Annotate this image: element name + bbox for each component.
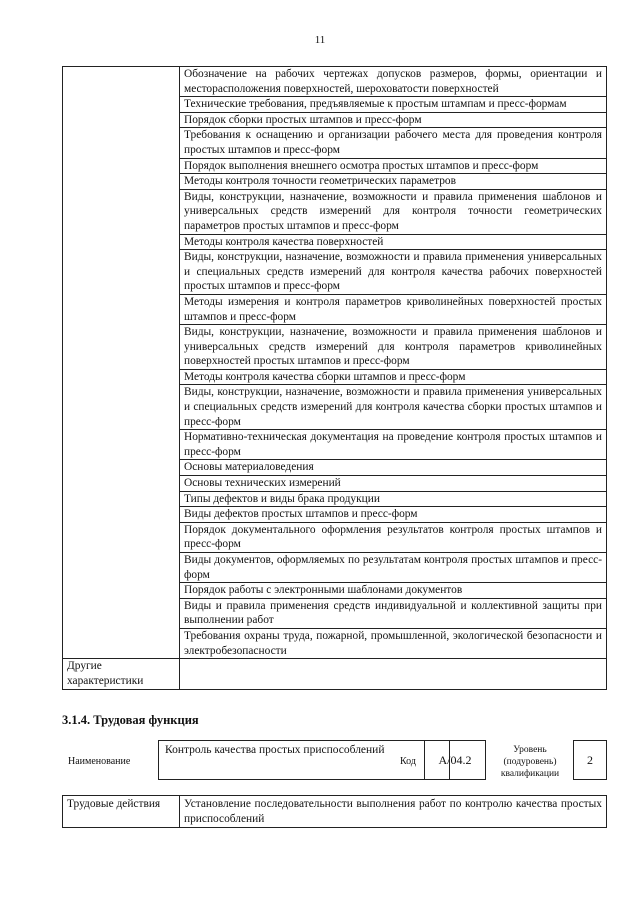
knowledge-item: Обозначение на рабочих чертежах допусков размеров, формы, ориентации и месторасположения поверхностей, шероховатости поверхностей: [180, 67, 607, 97]
knowledge-item: Требования к оснащению и организации рабочего места для проведения контроля простых штампов и пресс-форм: [180, 128, 607, 158]
knowledge-item: Методы измерения и контроля параметров криволинейных поверхностей простых штампов и пресс-форм: [180, 294, 607, 324]
knowledge-item: Виды, конструкции, назначение, возможности и правила применения шаблонов и универсальных средств измерений для контроля параметров криволинейных поверхностей простых штампов и пресс-форм: [180, 325, 607, 370]
knowledge-table: [62, 66, 607, 690]
knowledge-item: Методы контроля точности геометрических параметров: [180, 174, 607, 190]
other-characteristics-value: [180, 659, 607, 690]
level-value-box: 2: [573, 740, 607, 780]
actions-table: [62, 795, 607, 828]
table-row: [63, 659, 607, 690]
knowledge-item: Основы материаловедения: [180, 460, 607, 476]
code-label: Код: [400, 756, 416, 767]
knowledge-item: Виды, конструкции, назначение, возможности и правила применения шаблонов и универсальных средств измерений для контроля точности геометрических параметров простых штампов и пресс-форм: [180, 189, 607, 234]
knowledge-item: Виды дефектов простых штампов и пресс-форм: [180, 507, 607, 523]
knowledge-item: Порядок документального оформления результатов контроля простых штампов и пресс-форм: [180, 522, 607, 552]
knowledge-item: Виды, конструкции, назначение, возможности и правила применения универсальных и специальных средств измерений для контроля качества рабочих поверхностей простых штампов и пресс-форм: [180, 250, 607, 295]
knowledge-item: Порядок выполнения внешнего осмотра простых штампов и пресс-форм: [180, 158, 607, 174]
knowledge-item: Типы дефектов и виды брака продукции: [180, 491, 607, 507]
knowledge-item: Методы контроля качества поверхностей: [180, 234, 607, 250]
label-cell-empty: [63, 67, 180, 659]
other-characteristics-label: Другие характеристики: [63, 659, 180, 690]
actions-value: Установление последовательности выполнения работ по контролю качества простых приспособлений: [180, 796, 607, 828]
function-row: [62, 740, 607, 786]
knowledge-item: Нормативно-техническая документация на проведение контроля простых штампов и пресс-форм: [180, 430, 607, 460]
table-row: [63, 67, 607, 97]
knowledge-item: Виды документов, оформляемых по результатам контроля простых штампов и пресс-форм: [180, 553, 607, 583]
knowledge-item: Порядок сборки простых штампов и пресс-форм: [180, 112, 607, 128]
actions-label: Трудовые действия: [63, 796, 180, 828]
table-row: [63, 796, 607, 828]
knowledge-item: Методы контроля качества сборки штампов и пресс-форм: [180, 369, 607, 385]
knowledge-item: Виды и правила применения средств индивидуальной и коллективной защиты при выполнении работ: [180, 598, 607, 628]
level-label: Уровень (подуровень) квалификации: [500, 745, 560, 779]
page-number: 11: [314, 34, 326, 46]
knowledge-item: Технические требования, предъявляемые к простым штампам и пресс-формам: [180, 97, 607, 113]
knowledge-item: Требования охраны труда, пожарной, промышленной, экологической безопасности и электробезопасности: [180, 628, 607, 658]
name-label: Наименование: [68, 756, 131, 767]
knowledge-item: Основы технических измерений: [180, 476, 607, 492]
section-heading: 3.1.4. Трудовая функция: [62, 713, 199, 727]
knowledge-item: Виды, конструкции, назначение, возможности и правила применения универсальных и специальных средств измерений для контроля качества сборки простых штампов и пресс-форм: [180, 385, 607, 430]
function-name-box: Контроль качества простых приспособлений: [158, 740, 450, 780]
function-code-box: А/04.2: [424, 740, 486, 780]
knowledge-item: Порядок работы с электронными шаблонами документов: [180, 583, 607, 599]
